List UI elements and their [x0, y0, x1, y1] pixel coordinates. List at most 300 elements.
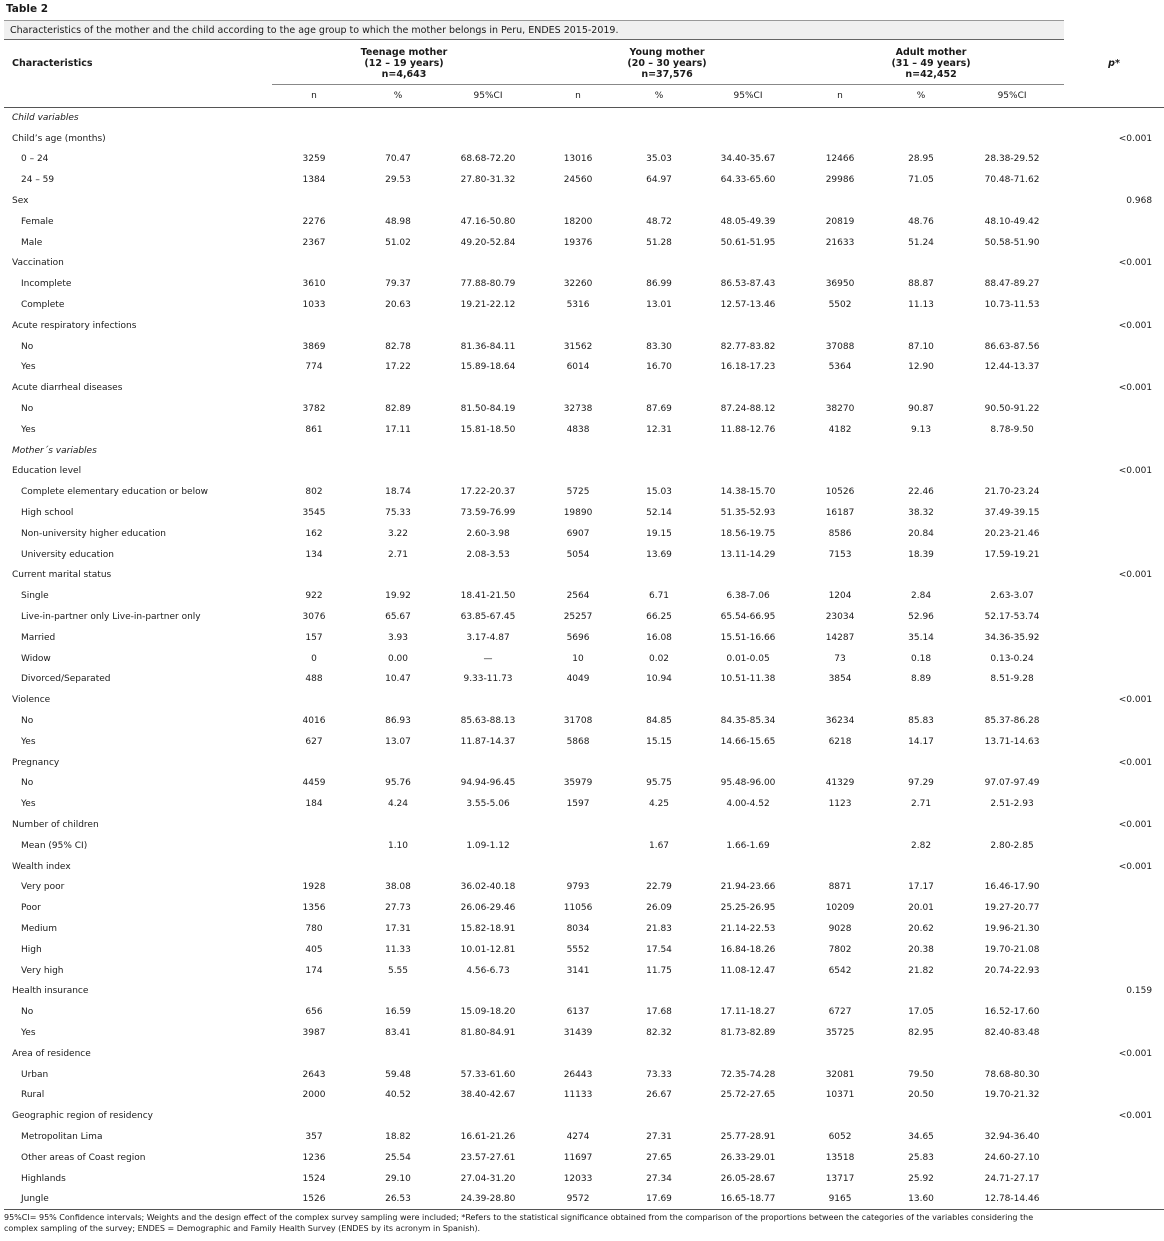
value-cell: 79.50	[908, 1069, 934, 1080]
subheader-cell: %	[620, 85, 698, 108]
variable-row	[4, 253, 1164, 274]
p-value-cell	[1064, 440, 1164, 461]
p-value-cell	[1064, 898, 1164, 919]
value-cell: 1236	[302, 1152, 326, 1163]
variable-label: Area of residence	[12, 1048, 91, 1059]
value-cell: 18.74	[385, 487, 411, 498]
value-cell	[272, 1043, 356, 1064]
value-cell: 10.47	[385, 674, 411, 685]
value-cell: 17.22	[385, 362, 411, 373]
value-cell	[960, 981, 1064, 1002]
value-cell: 22.46	[908, 487, 934, 498]
value-cell	[698, 108, 798, 129]
value-cell: 28.38-29.52	[984, 154, 1040, 165]
value-cell	[440, 128, 536, 149]
value-cell	[960, 253, 1064, 274]
value-cell: 20.63	[385, 300, 411, 311]
table-row	[4, 295, 1164, 316]
value-cell	[356, 981, 440, 1002]
p-value-cell	[1064, 482, 1164, 503]
value-cell	[960, 315, 1064, 336]
value-cell: 19.27-20.77	[984, 903, 1040, 914]
value-cell	[440, 461, 536, 482]
value-cell: 157	[305, 632, 323, 643]
value-cell: 16.52-17.60	[984, 1007, 1040, 1018]
value-cell	[356, 253, 440, 274]
value-cell: 81.50-84.19	[460, 404, 516, 415]
value-cell: 1597	[566, 799, 590, 810]
value-cell	[620, 315, 698, 336]
value-cell: 75.33	[385, 508, 411, 519]
value-cell: 2.71	[911, 799, 932, 810]
value-cell	[272, 315, 356, 336]
value-cell: 21.82	[908, 965, 934, 976]
value-cell	[960, 128, 1064, 149]
group-n: n=42,452	[905, 68, 957, 80]
variable-row	[4, 815, 1164, 836]
value-cell: 4.56-6.73	[466, 965, 510, 976]
value-cell: 82.78	[385, 341, 411, 352]
value-cell: 10.94	[646, 674, 672, 685]
variable-row	[4, 378, 1164, 399]
value-cell	[536, 835, 620, 856]
table-row	[4, 919, 1164, 940]
table-row	[4, 960, 1164, 981]
value-cell	[536, 253, 620, 274]
table-row	[4, 773, 1164, 794]
p-value-cell	[1064, 1127, 1164, 1148]
value-cell: 8.51-9.28	[990, 674, 1034, 685]
value-cell: 88.47-89.27	[984, 279, 1040, 290]
p-value-cell: <0.001	[1118, 570, 1153, 581]
value-cell: 4459	[302, 778, 326, 789]
subheader-cell: 95%CI	[440, 85, 536, 108]
value-cell: 19.96-21.30	[984, 923, 1040, 934]
value-cell	[698, 378, 798, 399]
value-cell: 20.23-21.46	[984, 528, 1040, 539]
value-cell	[698, 128, 798, 149]
value-cell	[882, 108, 960, 129]
value-cell	[620, 440, 698, 461]
value-cell: 12.57-13.46	[720, 300, 776, 311]
value-cell	[698, 752, 798, 773]
variable-row	[4, 461, 1164, 482]
value-cell: 27.34	[646, 1173, 672, 1184]
value-cell	[798, 191, 882, 212]
value-cell: 48.05-49.39	[720, 216, 776, 227]
variable-label: Current marital status	[12, 570, 112, 581]
value-cell	[356, 378, 440, 399]
value-cell: 19.70-21.32	[984, 1090, 1040, 1101]
value-cell: 34.65	[908, 1131, 934, 1142]
value-cell: 26.53	[356, 1189, 440, 1210]
category-label: University education	[21, 549, 114, 560]
value-cell: 86.93	[385, 716, 411, 726]
group-name: Adult mother	[895, 46, 967, 58]
value-cell	[272, 378, 356, 399]
value-cell: 3076	[302, 612, 326, 623]
p-value-cell	[1064, 149, 1164, 170]
value-cell	[620, 856, 698, 877]
value-cell	[798, 440, 882, 461]
value-cell: 3545	[302, 508, 326, 519]
value-cell: 17.54	[646, 944, 672, 955]
table-row	[4, 1189, 1164, 1210]
table-row	[4, 149, 1164, 170]
value-cell	[536, 378, 620, 399]
value-cell: 15.51-16.66	[720, 632, 776, 643]
value-cell: 10371	[825, 1090, 855, 1101]
value-cell: 10526	[825, 487, 855, 498]
variable-label: Health insurance	[12, 986, 89, 997]
value-cell: 82.32	[646, 1027, 672, 1038]
value-cell: 82.89	[385, 404, 411, 415]
value-cell: 27.65	[646, 1152, 672, 1163]
value-cell	[356, 690, 440, 711]
variable-label: Acute diarrheal diseases	[12, 383, 123, 394]
value-cell	[440, 815, 536, 836]
category-label: Complete elementary education or below	[21, 487, 208, 498]
variable-label: Child’s age (months)	[12, 133, 106, 144]
value-cell: 41329	[825, 778, 855, 789]
table-row	[4, 503, 1164, 524]
value-cell	[440, 253, 536, 274]
value-cell	[440, 108, 536, 129]
p-value-cell: 0.159	[1126, 986, 1153, 997]
p-value-cell	[1064, 1002, 1164, 1023]
value-cell: 19.70-21.08	[984, 944, 1040, 955]
value-cell	[536, 1043, 620, 1064]
table-label: Table 2	[6, 3, 49, 15]
value-cell: 4838	[566, 424, 590, 435]
value-cell: 4.24	[387, 799, 409, 810]
category-label: 0 – 24	[21, 154, 49, 165]
value-cell	[536, 565, 620, 586]
value-cell: 87.24-88.12	[720, 404, 776, 415]
value-cell	[882, 191, 960, 212]
value-cell	[960, 191, 1064, 212]
value-cell: 20.74-22.93	[984, 965, 1040, 976]
value-cell: 27.31	[646, 1131, 672, 1142]
value-cell	[798, 752, 882, 773]
value-cell: 25.83	[908, 1152, 934, 1163]
value-cell: 86.63-87.56	[984, 341, 1040, 352]
value-cell	[798, 835, 882, 856]
value-cell: 10209	[825, 903, 855, 914]
value-cell: 78.68-80.30	[984, 1069, 1040, 1080]
p-value-cell: <0.001	[1118, 258, 1153, 269]
value-cell: 49.20-52.84	[460, 237, 516, 248]
variable-row	[4, 315, 1164, 336]
value-cell: 36.02-40.18	[460, 882, 516, 893]
value-cell: 36950	[825, 279, 855, 290]
table-row	[4, 607, 1164, 628]
value-cell: 5364	[828, 362, 852, 373]
value-cell: 15.15	[646, 736, 672, 747]
value-cell	[882, 440, 960, 461]
p-value-cell	[1064, 108, 1164, 129]
value-cell	[960, 378, 1064, 399]
p-value-cell	[1064, 586, 1164, 607]
value-cell: 12.44-13.37	[984, 362, 1040, 373]
value-cell: 2643	[302, 1069, 326, 1080]
p-value-cell	[1064, 960, 1164, 981]
value-cell	[440, 565, 536, 586]
p-value-cell	[1064, 295, 1164, 316]
value-cell: 3610	[302, 279, 326, 290]
subheader-cell: %	[882, 85, 960, 108]
value-cell: 1.10	[387, 840, 409, 851]
header-group-adult	[798, 42, 1064, 85]
value-cell: 72.35-74.28	[720, 1069, 776, 1080]
value-cell: 51.02	[385, 237, 411, 248]
value-cell	[698, 981, 798, 1002]
value-cell: 90.87	[908, 404, 934, 415]
value-cell	[440, 1043, 536, 1064]
value-cell	[698, 253, 798, 274]
p-value-cell	[1064, 1064, 1164, 1085]
value-cell: 8034	[566, 923, 590, 934]
value-cell	[536, 440, 620, 461]
value-cell: 2.60-3.98	[466, 528, 510, 539]
value-cell	[620, 815, 698, 836]
value-cell: 19.15	[646, 528, 672, 539]
value-cell: 38.32	[908, 508, 934, 519]
value-cell	[798, 1043, 882, 1064]
value-cell	[798, 690, 882, 711]
value-cell	[356, 461, 440, 482]
table-row	[4, 274, 1164, 295]
value-cell: 10	[572, 653, 584, 664]
value-cell: 17.11-18.27	[720, 1007, 776, 1018]
p-value-cell	[1064, 170, 1164, 191]
value-cell: 23.57-27.61	[460, 1152, 516, 1163]
value-cell: 95.76	[385, 778, 411, 789]
value-cell	[440, 752, 536, 773]
value-cell	[882, 565, 960, 586]
value-cell	[960, 752, 1064, 773]
value-cell: 48.98	[385, 216, 411, 227]
value-cell: 16.84-18.26	[720, 944, 776, 955]
value-cell	[798, 815, 882, 836]
value-cell: 48.10-49.42	[984, 216, 1040, 227]
value-cell: 81.73-82.89	[720, 1027, 776, 1038]
category-label: No	[21, 778, 34, 789]
value-cell: 9.33-11.73	[463, 674, 513, 685]
category-label: High school	[21, 508, 74, 519]
table-row	[4, 419, 1164, 440]
value-cell: 9.13	[911, 424, 932, 435]
value-cell: 14.17	[908, 736, 934, 747]
value-cell: 85.37-86.28	[984, 716, 1040, 726]
table-row	[4, 232, 1164, 253]
value-cell	[272, 253, 356, 274]
subheader-cell: 95%CI	[960, 85, 1064, 108]
subheader-cell: n	[536, 85, 620, 108]
value-cell	[536, 856, 620, 877]
value-cell: 1033	[302, 300, 326, 311]
group-range: (20 – 30 years)	[627, 57, 707, 69]
p-value-cell	[1064, 627, 1164, 648]
value-cell: 50.58-51.90	[984, 237, 1040, 248]
value-cell: 21.14-22.53	[720, 923, 776, 934]
value-cell: 25.54	[385, 1152, 411, 1163]
value-cell: 70.47	[385, 154, 411, 165]
value-cell: 3782	[302, 404, 326, 415]
value-cell: 52.96	[908, 612, 934, 623]
value-cell: 23034	[825, 612, 855, 623]
p-value-cell: <0.001	[1118, 133, 1153, 144]
value-cell: 40.52	[385, 1090, 411, 1101]
value-cell: 656	[305, 1007, 323, 1018]
value-cell: 0	[311, 653, 317, 664]
variable-label: Number of children	[12, 819, 99, 830]
value-cell	[272, 1106, 356, 1127]
value-cell: 405	[305, 944, 323, 955]
value-cell: 18.82	[385, 1131, 411, 1142]
header-group-young	[536, 42, 798, 85]
category-label: Poor	[21, 903, 41, 914]
value-cell	[882, 856, 960, 877]
value-cell	[798, 315, 882, 336]
value-cell	[960, 565, 1064, 586]
variable-row	[4, 1043, 1164, 1064]
value-cell	[620, 461, 698, 482]
value-cell: 26.67	[646, 1090, 672, 1101]
value-cell: 16.61-21.26	[460, 1131, 516, 1142]
value-cell: 15.81-18.50	[460, 424, 516, 435]
table-row	[4, 211, 1164, 232]
value-cell: 26.09	[646, 903, 672, 914]
value-cell: 20.01	[908, 903, 934, 914]
value-cell: 29.10	[385, 1173, 411, 1184]
category-label: No	[21, 1007, 34, 1018]
value-cell	[272, 815, 356, 836]
category-label: Divorced/Separated	[21, 674, 111, 685]
p-value-cell	[1064, 939, 1164, 960]
group-n: n=4,643	[381, 68, 427, 80]
header-group-teenage	[272, 42, 536, 85]
value-cell: 51.28	[646, 237, 672, 248]
value-cell	[440, 856, 536, 877]
value-cell: 64.97	[646, 175, 672, 186]
value-cell: 780	[305, 923, 323, 934]
value-cell: 2.84	[911, 591, 932, 602]
value-cell: 8586	[828, 528, 852, 539]
value-cell: 34.40-35.67	[720, 154, 776, 165]
value-cell: 3.55-5.06	[466, 799, 510, 810]
value-cell: 774	[305, 362, 323, 373]
value-cell: 1526	[272, 1189, 356, 1210]
value-cell	[798, 461, 882, 482]
value-cell: 21633	[825, 237, 855, 248]
variable-label: Acute respiratory infections	[12, 320, 137, 331]
value-cell: 5868	[566, 736, 590, 747]
value-cell: 4049	[566, 674, 590, 685]
value-cell: 7802	[828, 944, 852, 955]
variable-row	[4, 856, 1164, 877]
value-cell: 35979	[563, 778, 593, 789]
variable-row	[4, 565, 1164, 586]
value-cell: 2276	[302, 216, 326, 227]
p-value-cell: <0.001	[1118, 466, 1153, 477]
p-value-cell	[1064, 731, 1164, 752]
value-cell: 13518	[825, 1152, 855, 1163]
value-cell: 68.68-72.20	[460, 154, 516, 165]
value-cell	[882, 461, 960, 482]
value-cell	[798, 565, 882, 586]
subheader-empty	[1064, 85, 1164, 108]
value-cell: 87.10	[908, 341, 934, 352]
p-value-cell: <0.001	[1118, 1111, 1153, 1122]
value-cell: 3259	[302, 154, 326, 165]
value-cell: 83.30	[646, 341, 672, 352]
value-cell	[698, 856, 798, 877]
section-label: Mother´s variables	[12, 445, 97, 456]
p-value-cell: <0.001	[1118, 757, 1153, 768]
value-cell: 50.61-51.95	[720, 237, 776, 248]
value-cell: 27.73	[385, 903, 411, 914]
value-cell	[272, 461, 356, 482]
category-label: No	[21, 341, 34, 352]
value-cell	[356, 752, 440, 773]
value-cell: 0.00	[387, 653, 409, 664]
value-cell	[356, 856, 440, 877]
p-value-cell	[1064, 919, 1164, 940]
value-cell: 82.77-83.82	[720, 341, 776, 352]
value-cell: 38.08	[385, 882, 411, 893]
value-cell: 4274	[566, 1131, 590, 1142]
variable-row	[4, 690, 1164, 711]
value-cell: 26.06-29.46	[460, 903, 516, 914]
value-cell	[272, 835, 356, 856]
variable-row	[4, 752, 1164, 773]
table-row	[4, 482, 1164, 503]
value-cell: 3.22	[387, 528, 409, 539]
value-cell: 52.17-53.74	[984, 612, 1040, 623]
group-name: Young mother	[629, 46, 705, 58]
value-cell	[536, 128, 620, 149]
value-cell: 16.18-17.23	[720, 362, 776, 373]
p-value-cell	[1064, 211, 1164, 232]
value-cell: 81.36-84.11	[460, 341, 516, 352]
value-cell: 28.95	[908, 154, 934, 165]
header-characteristics: Characteristics	[12, 57, 93, 69]
value-cell	[882, 378, 960, 399]
section-row	[4, 440, 1164, 461]
value-cell	[698, 191, 798, 212]
p-value-cell: <0.001	[1118, 819, 1153, 830]
value-cell: 34.36-35.92	[984, 632, 1040, 643]
category-label: Metropolitan Lima	[21, 1131, 103, 1142]
value-cell: 3869	[302, 341, 326, 352]
value-cell	[620, 981, 698, 1002]
value-cell: —	[483, 653, 493, 664]
value-cell: 47.16-50.80	[460, 216, 516, 227]
p-value-cell	[1064, 274, 1164, 295]
value-cell: 11.33	[385, 944, 411, 955]
value-cell	[960, 108, 1064, 129]
value-cell: 2.71	[387, 549, 409, 560]
value-cell: 2.08-3.53	[466, 549, 510, 560]
variable-label: Violence	[12, 695, 51, 706]
value-cell: 0.18	[911, 653, 932, 664]
value-cell: 16.65-18.77	[698, 1189, 798, 1210]
value-cell: 15.82-18.91	[460, 923, 516, 934]
group-name: Teenage mother	[360, 46, 448, 58]
value-cell	[698, 565, 798, 586]
value-cell	[620, 191, 698, 212]
